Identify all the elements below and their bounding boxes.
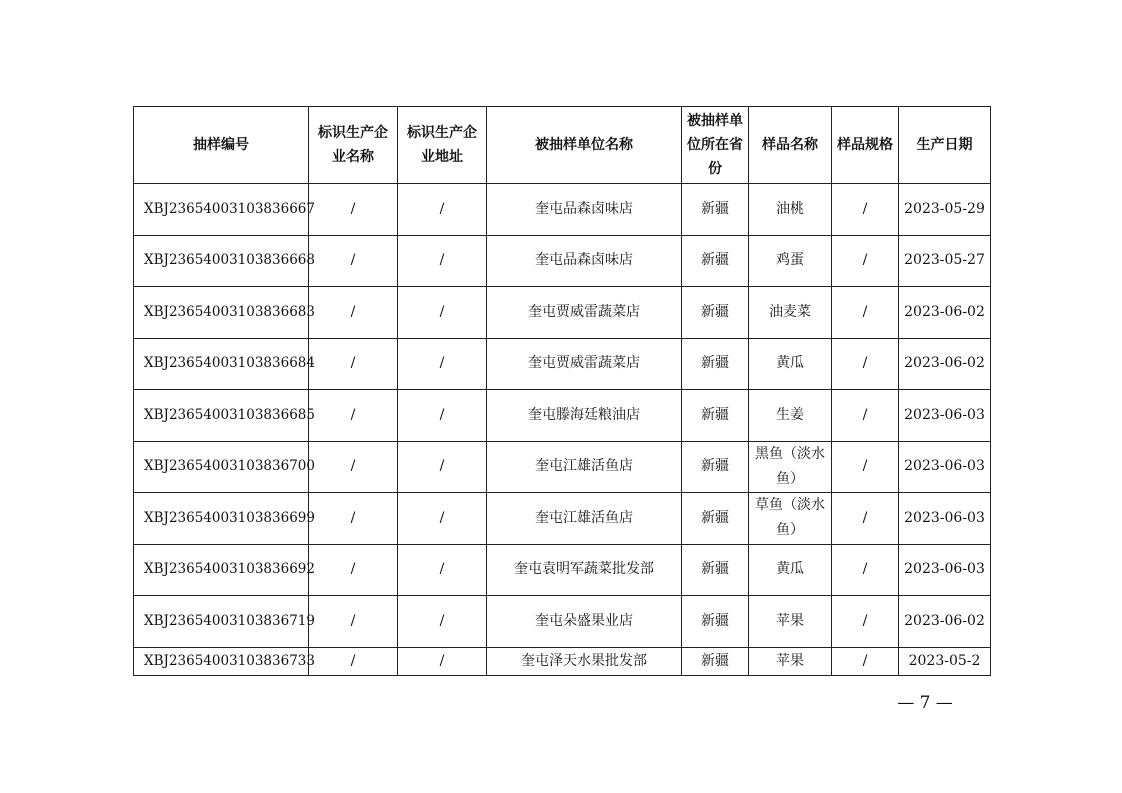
cell-producer-address: / xyxy=(398,596,487,648)
cell-province: 新疆 xyxy=(682,390,749,442)
cell-sample-name: 草鱼（淡水鱼） xyxy=(749,493,832,545)
cell-code: XBJ23654003103836684 xyxy=(134,338,309,390)
cell-spec: / xyxy=(832,184,899,236)
cell-code: XBJ23654003103836719 xyxy=(134,596,309,648)
cell-spec: / xyxy=(832,647,899,675)
cell-sampled-unit: 奎屯江雄活鱼店 xyxy=(487,493,682,545)
cell-producer-name: / xyxy=(309,287,398,339)
cell-sample-name: 生姜 xyxy=(749,390,832,442)
cell-spec: / xyxy=(832,287,899,339)
cell-production-date: 2023-05-27 xyxy=(899,235,991,287)
header-sampled-unit: 被抽样单位名称 xyxy=(487,107,682,184)
header-sample-name: 样品名称 xyxy=(749,107,832,184)
cell-production-date: 2023-06-02 xyxy=(899,287,991,339)
cell-sampled-unit: 奎屯滕海廷粮油店 xyxy=(487,390,682,442)
cell-code: XBJ23654003103836685 xyxy=(134,390,309,442)
header-producer-address: 标识生产企业地址 xyxy=(398,107,487,184)
cell-code: XBJ23654003103836667 xyxy=(134,184,309,236)
cell-sampled-unit: 奎屯江雄活鱼店 xyxy=(487,441,682,493)
cell-producer-name: / xyxy=(309,544,398,596)
cell-production-date: 2023-06-03 xyxy=(899,390,991,442)
table-row xyxy=(134,235,991,287)
cell-code: XBJ23654003103836692 xyxy=(134,544,309,596)
cell-sampled-unit: 奎屯品森卤味店 xyxy=(487,184,682,236)
cell-producer-address: / xyxy=(398,287,487,339)
cell-producer-address: / xyxy=(398,184,487,236)
cell-production-date: 2023-06-03 xyxy=(899,493,991,545)
table-header-row xyxy=(134,107,991,184)
table-row xyxy=(134,544,991,596)
cell-production-date: 2023-06-02 xyxy=(899,596,991,648)
cell-sampled-unit: 奎屯贾威雷蔬菜店 xyxy=(487,338,682,390)
cell-producer-name: / xyxy=(309,596,398,648)
cell-producer-address: / xyxy=(398,493,487,545)
cell-producer-address: / xyxy=(398,441,487,493)
cell-spec: / xyxy=(832,544,899,596)
cell-producer-address: / xyxy=(398,544,487,596)
table-row xyxy=(134,287,991,339)
page-number: — 7 — xyxy=(897,693,953,713)
cell-province: 新疆 xyxy=(682,235,749,287)
cell-producer-name: / xyxy=(309,184,398,236)
cell-production-date: 2023-05-2 xyxy=(899,647,991,675)
cell-province: 新疆 xyxy=(682,596,749,648)
cell-sampled-unit: 奎屯品森卤味店 xyxy=(487,235,682,287)
cell-producer-name: / xyxy=(309,493,398,545)
cell-province: 新疆 xyxy=(682,544,749,596)
header-production-date: 生产日期 xyxy=(899,107,991,184)
cell-spec: / xyxy=(832,390,899,442)
cell-producer-address: / xyxy=(398,235,487,287)
cell-spec: / xyxy=(832,493,899,545)
cell-code: XBJ23654003103836699 xyxy=(134,493,309,545)
cell-code: XBJ23654003103836683 xyxy=(134,287,309,339)
cell-spec: / xyxy=(832,441,899,493)
cell-province: 新疆 xyxy=(682,441,749,493)
table-row xyxy=(134,338,991,390)
sampling-results-table xyxy=(133,106,991,676)
cell-producer-name: / xyxy=(309,390,398,442)
cell-province: 新疆 xyxy=(682,287,749,339)
cell-sampled-unit: 奎屯泽天水果批发部 xyxy=(487,647,682,675)
table-row xyxy=(134,184,991,236)
header-code: 抽样编号 xyxy=(134,107,309,184)
cell-code: XBJ23654003103836668 xyxy=(134,235,309,287)
cell-production-date: 2023-05-29 xyxy=(899,184,991,236)
cell-producer-address: / xyxy=(398,338,487,390)
cell-code: XBJ23654003103836700 xyxy=(134,441,309,493)
table-row xyxy=(134,493,991,545)
cell-province: 新疆 xyxy=(682,493,749,545)
cell-spec: / xyxy=(832,235,899,287)
cell-spec: / xyxy=(832,596,899,648)
header-province: 被抽样单位所在省份 xyxy=(682,107,749,184)
cell-sample-name: 油麦菜 xyxy=(749,287,832,339)
table-row xyxy=(134,441,991,493)
cell-province: 新疆 xyxy=(682,184,749,236)
cell-sample-name: 黄瓜 xyxy=(749,544,832,596)
cell-code: XBJ23654003103836733 xyxy=(134,647,309,675)
cell-production-date: 2023-06-02 xyxy=(899,338,991,390)
cell-producer-name: / xyxy=(309,647,398,675)
cell-production-date: 2023-06-03 xyxy=(899,544,991,596)
cell-province: 新疆 xyxy=(682,338,749,390)
header-producer-name: 标识生产企业名称 xyxy=(309,107,398,184)
cell-producer-address: / xyxy=(398,647,487,675)
cell-sampled-unit: 奎屯贾威雷蔬菜店 xyxy=(487,287,682,339)
cell-sample-name: 油桃 xyxy=(749,184,832,236)
cell-sample-name: 鸡蛋 xyxy=(749,235,832,287)
cell-producer-name: / xyxy=(309,441,398,493)
cell-sampled-unit: 奎屯朵盛果业店 xyxy=(487,596,682,648)
cell-sample-name: 苹果 xyxy=(749,596,832,648)
cell-sample-name: 黄瓜 xyxy=(749,338,832,390)
cell-producer-name: / xyxy=(309,338,398,390)
cell-sample-name: 苹果 xyxy=(749,647,832,675)
table-row xyxy=(134,596,991,648)
table-row xyxy=(134,647,991,675)
cell-sampled-unit: 奎屯袁明军蔬菜批发部 xyxy=(487,544,682,596)
cell-production-date: 2023-06-03 xyxy=(899,441,991,493)
cell-producer-address: / xyxy=(398,390,487,442)
cell-producer-name: / xyxy=(309,235,398,287)
cell-sample-name: 黑鱼（淡水鱼） xyxy=(749,441,832,493)
header-spec: 样品规格 xyxy=(832,107,899,184)
cell-province: 新疆 xyxy=(682,647,749,675)
cell-spec: / xyxy=(832,338,899,390)
table-row xyxy=(134,390,991,442)
